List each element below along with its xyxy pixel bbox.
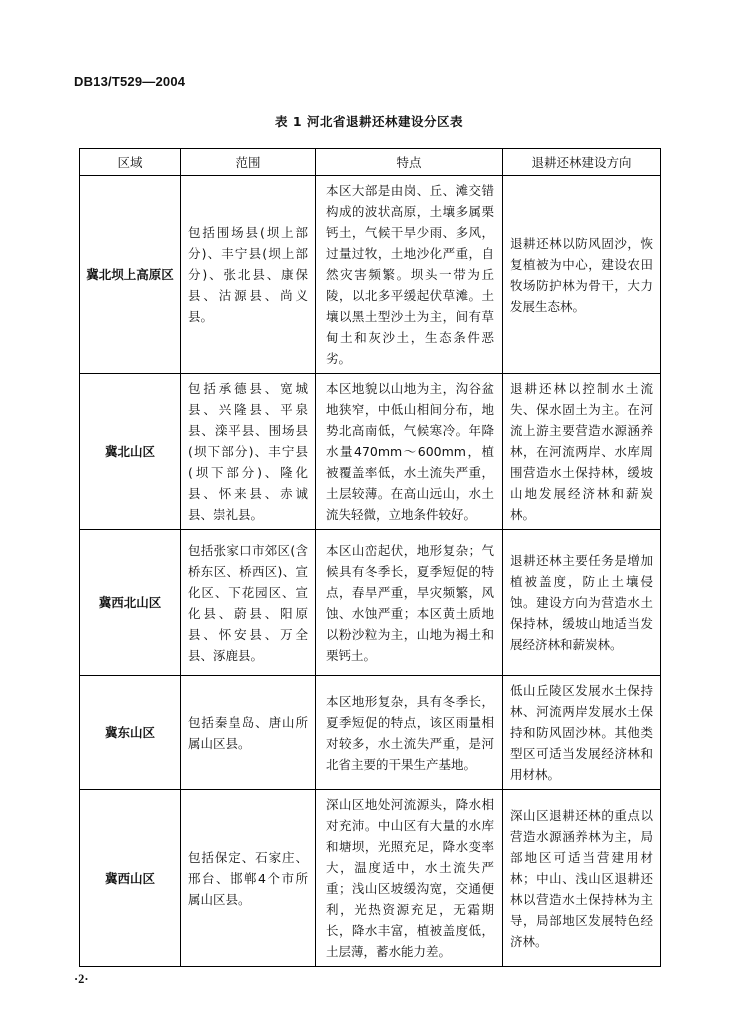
features-cell: [316, 530, 503, 676]
table-row: [80, 790, 661, 967]
region-cell: 冀北山区: [80, 374, 181, 530]
column-header-direction: 退耕还林建设方向: [503, 149, 661, 176]
direction-text: 退耕还林以防风固沙，恢复植被为中心，建设农田牧场防护林为骨干，大力发展生态林。: [510, 235, 653, 314]
table-row: [80, 176, 661, 374]
document-id: DB13/T529—2004: [74, 74, 186, 89]
direction-text: 退耕还林主要任务是增加植被盖度，防止土壤侵蚀。建设方向为营造水土保持林，缓坡山地适当发展经济林和薪炭林。: [510, 553, 653, 652]
direction-text: 低山丘陵区发展水土保持林、河流两岸发展水土保持和防风固沙林。其他类型区可适当发展经济林和用材林。: [510, 683, 653, 782]
features-cell: [316, 676, 503, 790]
scope-text: 包括秦皇岛、唐山所属山区县。: [188, 714, 308, 751]
region-cell: 冀西山区: [80, 790, 181, 967]
table-row: [80, 676, 661, 790]
direction-cell: [503, 374, 661, 530]
table-row: [80, 374, 661, 530]
scope-cell: [181, 530, 316, 676]
column-header-region: 区域: [80, 149, 181, 176]
features-cell: [316, 374, 503, 530]
features-cell: [316, 790, 503, 967]
scope-cell: [181, 374, 316, 530]
region-cell: 冀东山区: [80, 676, 181, 790]
scope-cell: [181, 790, 316, 967]
region-cell: 冀北坝上高原区: [80, 176, 181, 374]
scope-text: 包括承德县、宽城县、兴隆县、平泉县、滦平县、围场县(坝下部分)、丰宁县(坝下部分)、隆化县、怀来县、赤诚县、崇礼县。: [188, 381, 308, 522]
zoning-table: [79, 148, 661, 967]
scope-text: 包括张家口市郊区(含桥东区、桥西区)、宣化区、下花园区、宣化县、蔚县、阳原县、怀安县、万全县、涿鹿县。: [188, 542, 308, 663]
direction-text: 深山区退耕还林的重点以营造水源涵养林为主，局部地区可适当营建用材林；中山、浅山区退耕还林以营造水土保持林为主导，局部地区发展特色经济林。: [510, 807, 653, 949]
features-cell: [316, 176, 503, 374]
page-number: ·2·: [74, 972, 89, 986]
direction-text: 退耕还林以控制水土流失、保水固土为主。在河流上游主要营造水源涵养林，在河流两岸、水库周围营造水土保持林，缓坡山地发展经济林和薪炭林。: [510, 381, 653, 522]
direction-cell: [503, 530, 661, 676]
column-header-scope: 范围: [181, 149, 316, 176]
column-header-features: 特点: [316, 149, 503, 176]
table-row: [80, 530, 661, 676]
table-title: 表 1 河北省退耕还林建设分区表: [275, 114, 463, 129]
table-header-row: [80, 149, 661, 176]
features-text: 本区大部是由岗、丘、滩交错构成的波状高原，土壤多属栗钙土，气候干旱少雨、多风，过量过牧，土地沙化严重，自然灾害频繁。坝头一带为丘陵，以北多平缓起伏草滩。土壤以黑土型沙土为主，间有草甸土和灰沙土，生态条件恶劣。: [326, 183, 494, 366]
direction-cell: [503, 676, 661, 790]
features-text: 本区地形复杂，具有冬季长，夏季短促的特点，该区雨量相对较多，水土流失严重，是河北省主要的干果生产基地。: [326, 693, 494, 772]
features-text: 深山区地处河流源头，降水相对充沛。中山区有大量的水库和塘坝，光照充足，降水变率大，温度适中，水土流失严重；浅山区坡缓沟宽，交通便利，光热资源充足，无霜期长，降水丰富，植被盖度低，土层薄，蓄水能力差。: [326, 797, 494, 959]
features-text: 本区地貌以山地为主，沟谷盆地狭窄，中低山相间分布，地势北高南低，气候寒冷。年降水量470mm～600mm，植被覆盖率低，水土流失严重，土层较薄。在高山远山，水土流失轻微，立地条件较好。: [326, 381, 494, 522]
features-text: 本区山峦起伏，地形复杂；气候具有冬季长，夏季短促的特点，春旱严重，旱灾频繁，风蚀、水蚀严重；本区黄土质地以粉沙粒为主，山地为褐土和栗钙土。: [326, 542, 494, 663]
direction-cell: [503, 790, 661, 967]
scope-text: 包括围场县(坝上部分)、丰宁县(坝上部分)、张北县、康保县、沽源县、尚义县。: [188, 225, 308, 324]
scope-text: 包括保定、石家庄、邢台、邯郸4个市所属山区县。: [188, 849, 308, 907]
scope-cell: [181, 676, 316, 790]
region-cell: 冀西北山区: [80, 530, 181, 676]
direction-cell: [503, 176, 661, 374]
scope-cell: [181, 176, 316, 374]
